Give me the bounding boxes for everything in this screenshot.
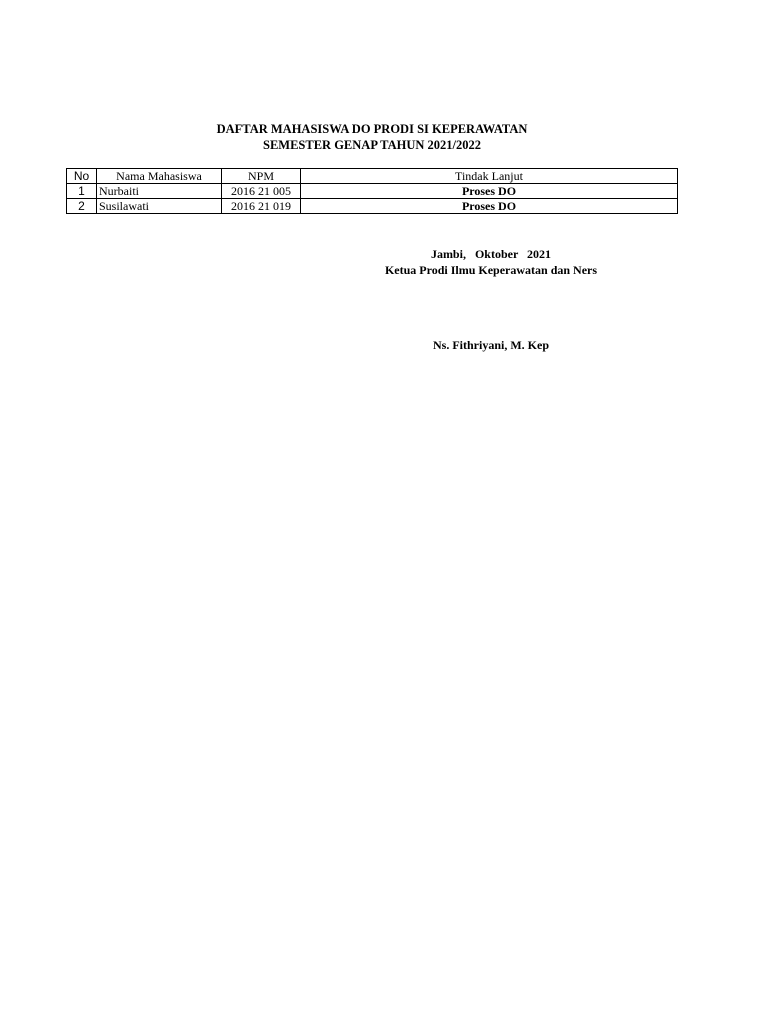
document-title: DAFTAR MAHASISWA DO PRODI SI KEPERAWATAN [216,122,528,136]
table-row [67,184,678,199]
row-no: 1 [67,184,97,199]
header-name: Nama Mahasiswa [97,169,222,184]
row-name: Susilawati [97,199,222,214]
row-action: Proses DO [301,184,678,199]
header-no: No [67,169,97,184]
signature-name: Ns. Fithriyani, M. Kep [433,338,549,352]
row-npm: 2016 21 019 [222,199,301,214]
student-table [66,168,678,214]
document-subtitle: SEMESTER GENAP TAHUN 2021/2022 [263,138,481,152]
signature-role: Ketua Prodi Ilmu Keperawatan dan Ners [384,263,598,277]
row-name: Nurbaiti [97,184,222,199]
row-no: 2 [67,199,97,214]
row-npm: 2016 21 005 [222,184,301,199]
row-action: Proses DO [301,199,678,214]
header-npm: NPM [222,169,301,184]
header-action: Tindak Lanjut [301,169,678,184]
table-row [67,199,678,214]
signature-place-date: Jambi, Oktober 2021 [430,247,552,261]
table-header-row [67,169,678,184]
